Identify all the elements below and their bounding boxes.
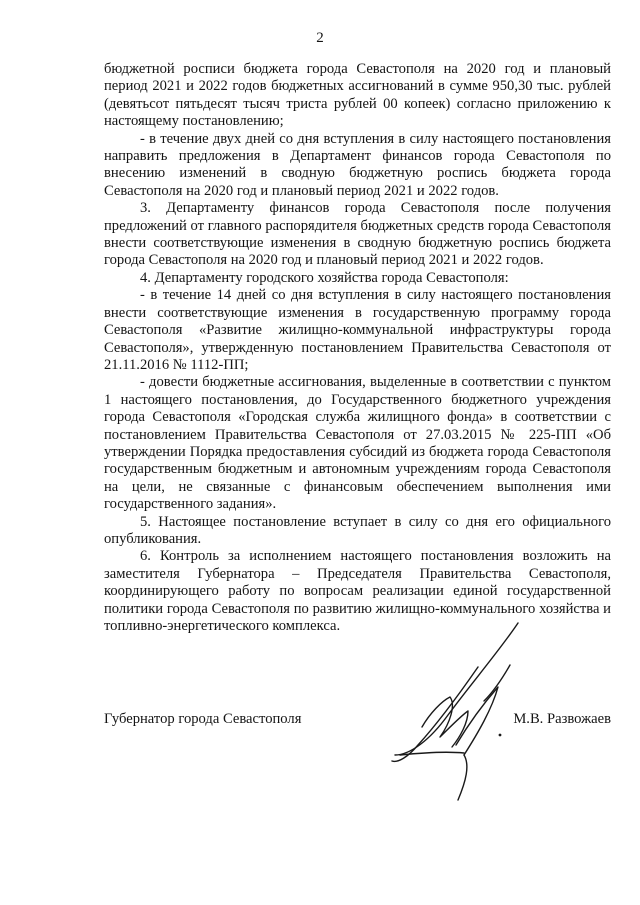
paragraph-item-4-program: - в течение 14 дней со дня вступления в силу настоящего постановления внести соответствующие изменения в государственную программу города Севастополя «Развитие жилищно-коммунальной инфраструктуры города Севастополя», утвержденную постановлением Правительства Севастополя от 21.11.2016 № 1112-ПП; (104, 287, 611, 373)
document-body (104, 61, 611, 635)
paragraph-submit-proposals: - в течение двух дней со дня вступления в силу настоящего постановления направить предложения в Департамент финансов города Севастополя по внесению изменений в сводную бюджетную роспись бюджета города Севастополя на 2020 год и плановый период 2021 и 2022 годов. (104, 130, 611, 199)
signatory-name: М.В. Развожаев (513, 711, 611, 727)
paragraph-item-3: 3. Департаменту финансов города Севастополя после получения предложений от главного распорядителя бюджетных средств города Севастополя внести соответствующие изменения в сводную бюджетную роспись бюджета города Севастополя на 2020 год и плановый период 2021 и 2022 годов. (104, 200, 611, 269)
signatory-position: Губернатор города Севастополя (104, 711, 302, 727)
paragraph-item-5: 5. Настоящее постановление вступает в силу со дня его официального опубликования. (104, 513, 611, 547)
paragraph-item-4: 4. Департаменту городского хозяйства города Севастополя: (140, 269, 509, 286)
handwritten-signature (360, 605, 560, 810)
page-number: 2 (316, 30, 324, 46)
paragraph-item-4-allocations: - довести бюджетные ассигнования, выделенные в соответствии с пунктом 1 настоящего постановления, до Государственного бюджетного учреждения города Севастополя «Городская служба жилищного фонда» в соответствии с постановлением Правительства Севастополя от 27.03.2015 № 225-ПП «Об утверждении Порядка предоставления субсидий из бюджета города Севастополя государственным бюджетным и автономным учреждениям города Севастополя на цели, не связанные с финансовым обеспечением выполнения ими государственного задания». (104, 374, 611, 513)
paragraph-item-6: 6. Контроль за исполнением настоящего постановления возложить на заместителя Губернатора – Председателя Правительства Севастополя, координирующего работу по вопросам реализации единой государственной политики города Севастополя по развитию жилищно-коммунального хозяйства и топливно-энергетического комплекса. (104, 548, 611, 634)
paragraph-1-continuation: бюджетной росписи бюджета города Севастополя на 2020 год и плановый период 2021 и 2022 годов бюджетных ассигнований в сумме 950,30 тыс. рублей (девятьсот пятьдесят тысяч триста рублей 00 копеек) согласно приложению к настоящему постановлению; (104, 61, 611, 130)
